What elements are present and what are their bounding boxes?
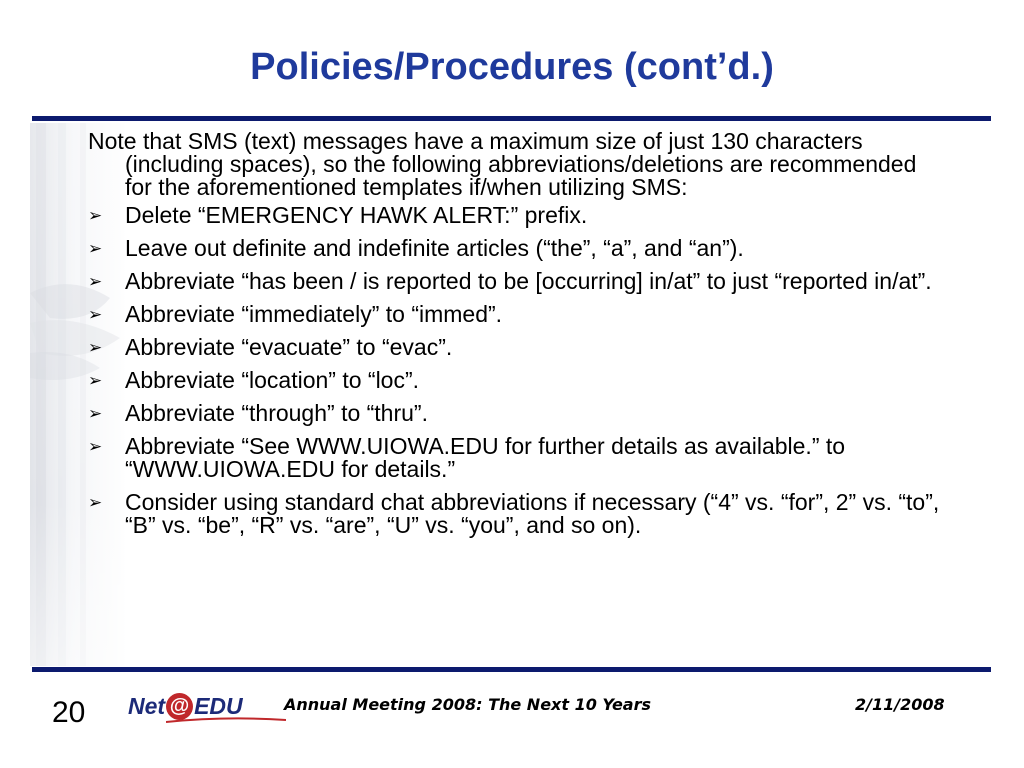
list-item (88, 491, 948, 537)
logo-edu-text: EDU (194, 692, 243, 719)
bullet-text: Abbreviate “has been / is reported to be [occurring] in/at” to just “reported in/at”. (125, 268, 932, 294)
list-item (88, 402, 948, 425)
arrow-bullet-icon: ➢ (88, 338, 103, 358)
list-item (88, 369, 948, 392)
slide-footer (0, 676, 1024, 736)
arrow-bullet-icon: ➢ (88, 493, 103, 513)
arrow-bullet-icon: ➢ (88, 239, 103, 259)
slide-number: 20 (52, 696, 86, 729)
arrow-bullet-icon: ➢ (88, 371, 103, 391)
intro-paragraph: Note that SMS (text) messages have a maximum size of just 130 characters (including spaces), so the following abbreviations/deletions are recommended for the aforementioned templates if/when utilizing SMS: (88, 128, 917, 200)
net-edu-logo (128, 690, 243, 722)
bullet-text: Abbreviate “evacuate” to “evac”. (125, 334, 453, 360)
list-item (88, 336, 948, 359)
top-divider (32, 116, 991, 121)
logo-swoosh-icon (166, 717, 286, 725)
bullet-text: Abbreviate “through” to “thru”. (125, 400, 428, 426)
bottom-divider (32, 667, 991, 672)
bullet-text: Abbreviate “location” to “loc”. (125, 367, 420, 393)
logo-net-text: Net (128, 692, 166, 719)
arrow-bullet-icon: ➢ (88, 404, 103, 424)
bullet-text: Abbreviate “See WWW.UIOWA.EDU for further details as available.” to “WWW.UIOWA.EDU for details.” (125, 433, 846, 482)
logo-at-icon: @ (166, 693, 193, 720)
bullet-text: Delete “EMERGENCY HAWK ALERT:” prefix. (125, 202, 588, 228)
arrow-bullet-icon: ➢ (88, 437, 103, 457)
meeting-title: Annual Meeting 2008: The Next 10 Years (284, 695, 652, 714)
list-item (88, 303, 948, 326)
footer-date: 2/11/2008 (855, 695, 945, 714)
arrow-bullet-icon: ➢ (88, 206, 103, 226)
list-item (88, 237, 948, 260)
arrow-bullet-icon: ➢ (88, 305, 103, 325)
bullet-text: Abbreviate “immediately” to “immed”. (125, 301, 503, 327)
slide-body (88, 130, 948, 547)
list-item (88, 270, 948, 293)
slide-title: Policies/Procedures (cont’d.) (250, 46, 774, 88)
list-item (88, 435, 948, 481)
list-item (88, 204, 948, 227)
bullet-list (88, 204, 948, 537)
bullet-text: Consider using standard chat abbreviations if necessary (“4” vs. “for”, 2” vs. “to”, “B” vs. “be”, “R” vs. “are”, “U” vs. “you”, and so on). (125, 489, 940, 538)
arrow-bullet-icon: ➢ (88, 272, 103, 292)
bullet-text: Leave out definite and indefinite articles (“the”, “a”, and “an”). (125, 235, 744, 261)
